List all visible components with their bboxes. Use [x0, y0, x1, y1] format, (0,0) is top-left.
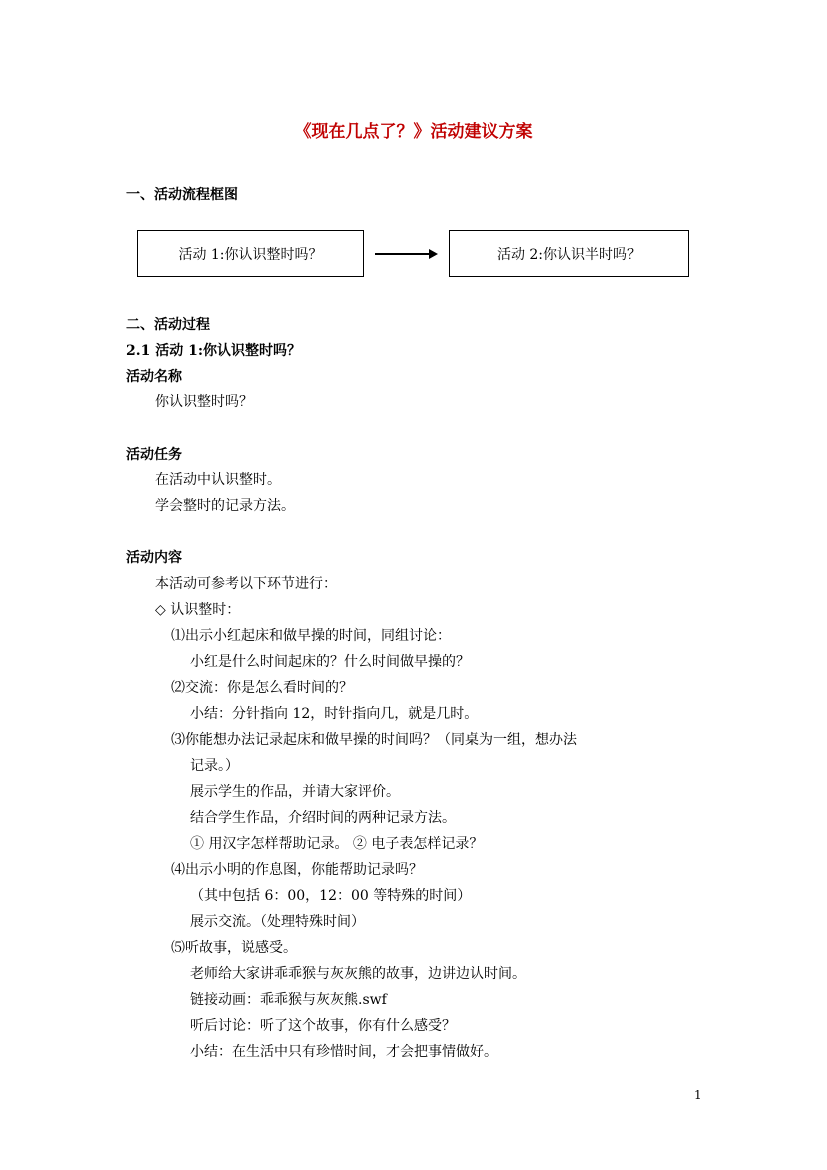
flow-box-1-label: 活动 1:你认识整时吗？: [178, 246, 323, 263]
flow-box-2-label: 活动 2:你认识半时吗？: [496, 246, 642, 263]
page-title: 《现在几点了？》活动建议方案: [294, 122, 533, 142]
task-item: 学会整时的记录方法。: [155, 498, 295, 514]
step-line: 链接动画：乖乖猴与灰灰熊.swf: [190, 992, 387, 1008]
step-line: 结合学生作品，介绍时间的两种记录方法。: [190, 810, 456, 826]
arrow-head-icon: [429, 249, 438, 259]
flow-box-activity-1: [137, 230, 364, 277]
section1-heading: 一、活动流程框图: [126, 187, 238, 203]
step-line: 小结：在生活中只有珍惜时间，才会把事情做好。: [190, 1044, 498, 1060]
step-line: 小红是什么时间起床的？什么时间做早操的？: [190, 654, 470, 670]
step-line: ⑴出示小红起床和做早操的时间，同组讨论：: [171, 628, 451, 644]
step-line: 老师给大家讲乖乖猴与灰灰熊的故事，边讲边认时间。: [190, 966, 526, 982]
step-line: ⑵交流：你是怎么看时间的？: [171, 680, 353, 696]
task-item: 在活动中认识整时。: [155, 472, 281, 488]
step-line: 记录。）: [190, 758, 239, 774]
step-line: 小结：分针指向 12，时针指向几，就是几时。: [190, 706, 479, 722]
activity-content-label: 活动内容: [126, 550, 182, 566]
page-number: 1: [694, 1088, 702, 1102]
activity-task-label: 活动任务: [126, 447, 182, 463]
section2-heading: 二、活动过程: [126, 317, 210, 333]
step-line: 展示交流。（处理特殊时间）: [190, 914, 365, 930]
activity-name-label: 活动名称: [126, 369, 182, 385]
step-line: ⑷出示小明的作息图，你能帮助记录吗？: [171, 862, 423, 878]
step-line: ① 用汉字怎样帮助记录。 ② 电子表怎样记录？: [190, 836, 484, 852]
step-line: 听后讨论：听了这个故事，你有什么感受？: [190, 1018, 456, 1034]
step-line: ⑶你能想办法记录起床和做早操的时间吗？（同桌为一组，想办法: [171, 732, 577, 748]
activity-name-value: 你认识整时吗？: [155, 394, 253, 410]
step-line: ⑸听故事，说感受。: [171, 940, 297, 956]
content-intro: 本活动可参考以下环节进行：: [155, 576, 337, 592]
step-line: 展示学生的作品，并请大家评价。: [190, 784, 400, 800]
bullet-item: ◇ 认识整时：: [155, 602, 241, 618]
flow-arrow: [375, 253, 430, 255]
activity1-heading: 2.1 活动 1:你认识整时吗？: [126, 343, 302, 359]
step-line: （其中包括 6：00，12：00 等特殊的时间）: [190, 888, 472, 904]
flow-box-activity-2: [449, 230, 689, 277]
